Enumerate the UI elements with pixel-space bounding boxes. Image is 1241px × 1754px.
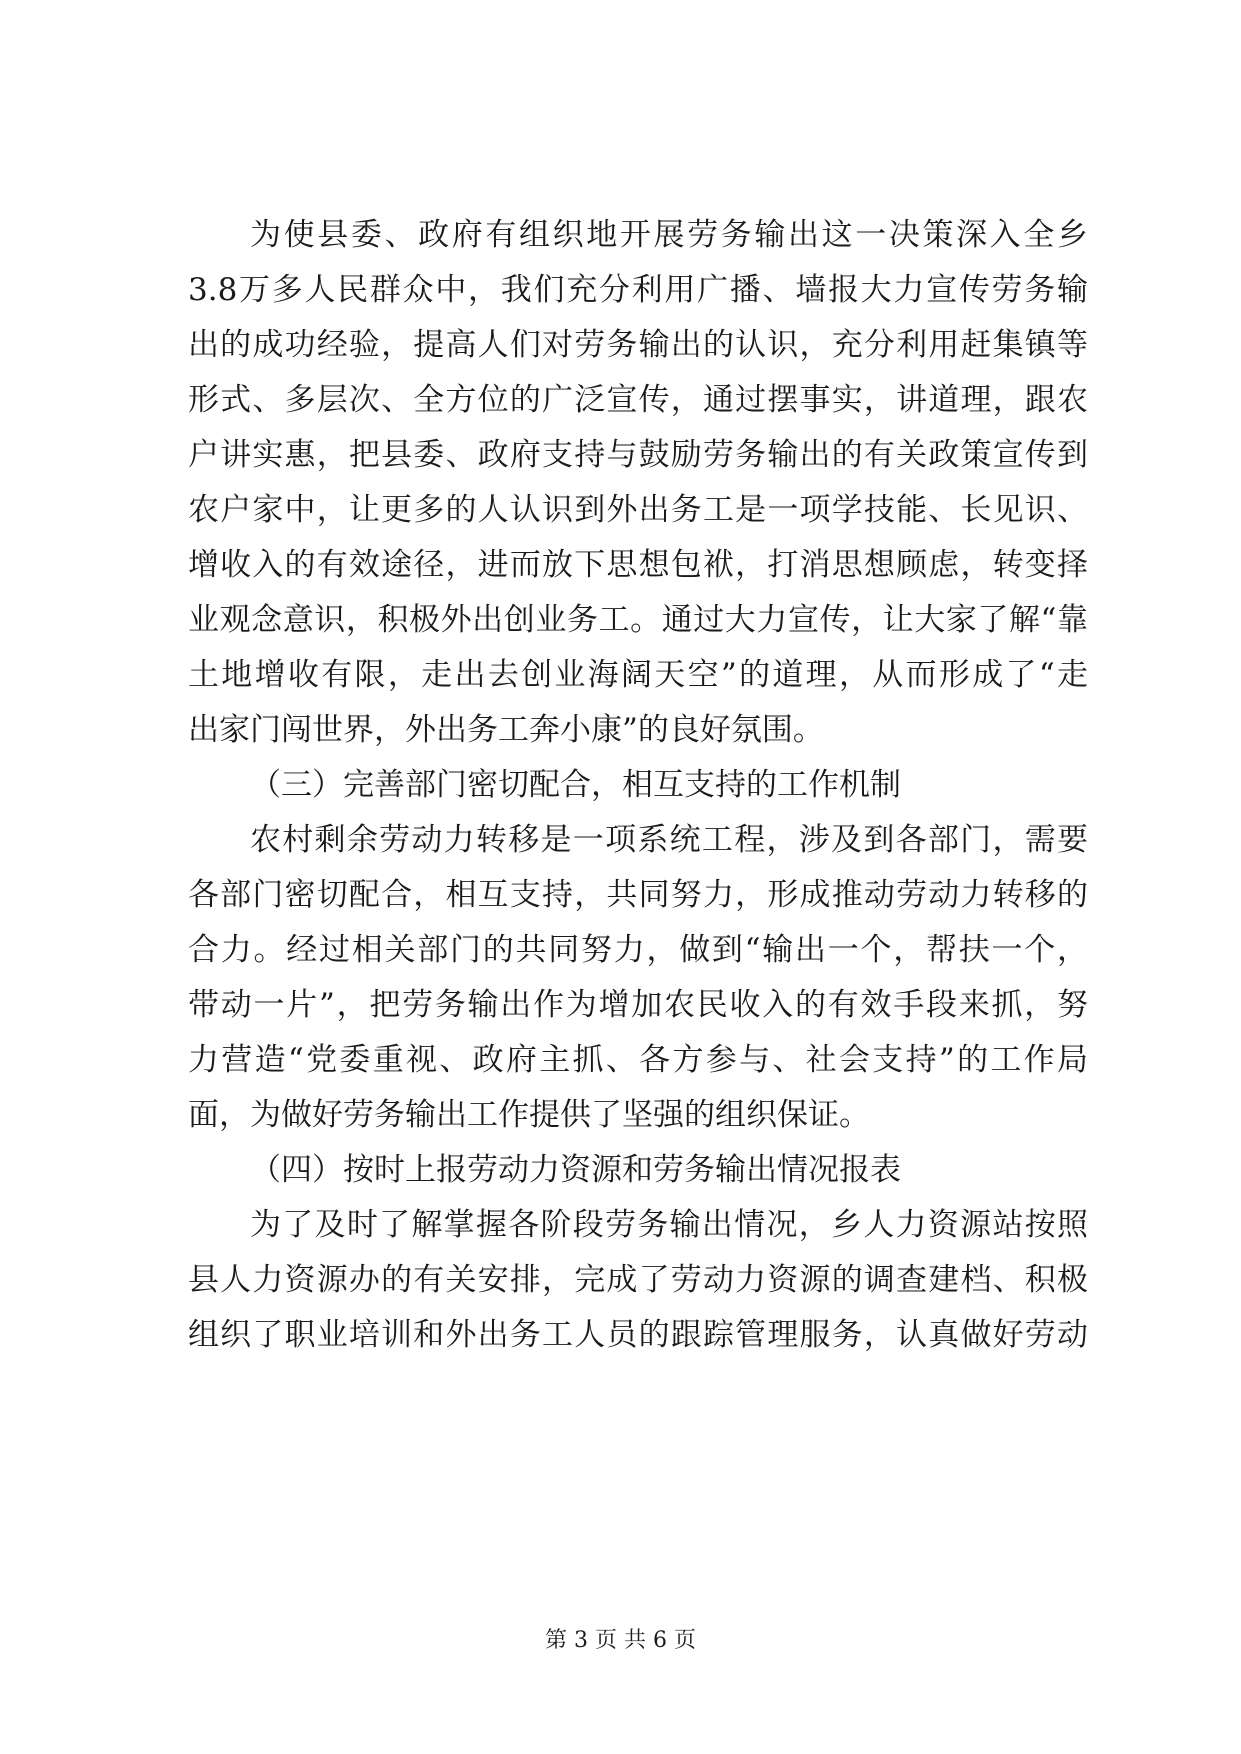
paragraph-line: 形式、多层次、全方位的广泛宣传，通过摆事实，讲道理，跟农 (188, 382, 1088, 418)
section-heading-3: （三）完善部门密切配合，相互支持的工作机制 (250, 767, 901, 803)
paragraph-line: 农户家中，让更多的人认识到外出务工是一项学技能、长见识、 (188, 492, 1088, 528)
paragraph-line: 各部门密切配合，相互支持，共同努力，形成推动劳动力转移的 (188, 877, 1088, 913)
paragraph-line: 户讲实惠，把县委、政府支持与鼓励劳务输出的有关政策宣传到 (188, 437, 1088, 473)
paragraph-line: 组织了职业培训和外出务工人员的跟踪管理服务，认真做好劳动 (188, 1317, 1088, 1353)
paragraph-line: 面，为做好劳务输出工作提供了坚强的组织保证。 (188, 1097, 870, 1133)
paragraph-line: 增收入的有效途径，进而放下思想包袱，打消思想顾虑，转变择 (188, 547, 1088, 583)
paragraph-line: 为了及时了解掌握各阶段劳务输出情况，乡人力资源站按照 (250, 1207, 1088, 1243)
paragraph-line: 土地增收有限，走出去创业海阔天空”的道理，从而形成了“走 (188, 657, 1088, 693)
paragraph-line: 出的成功经验，提高人们对劳务输出的认识，充分利用赶集镇等 (188, 327, 1088, 363)
paragraph-line: 带动一片”，把劳务输出作为增加农民收入的有效手段来抓，努 (188, 987, 1088, 1023)
paragraph-line: 力营造“党委重视、政府主抓、各方参与、社会支持”的工作局 (188, 1042, 1088, 1078)
paragraph-line: 为使县委、政府有组织地开展劳务输出这一决策深入全乡 (250, 217, 1088, 253)
paragraph-line: 农村剩余劳动力转移是一项系统工程，涉及到各部门，需要 (250, 822, 1088, 858)
paragraph-line: 3.8万多人民群众中，我们充分利用广播、墙报大力宣传劳务输 (188, 272, 1088, 308)
page-number-footer: 第 3 页 共 6 页 (545, 1628, 696, 1653)
paragraph-line: 合力。经过相关部门的共同努力，做到“输出一个，帮扶一个， (188, 932, 1088, 968)
paragraph-line: 县人力资源办的有关安排，完成了劳动力资源的调查建档、积极 (188, 1262, 1088, 1298)
paragraph-line: 业观念意识，积极外出创业务工。通过大力宣传，让大家了解“靠 (188, 602, 1088, 638)
section-heading-4: （四）按时上报劳动力资源和劳务输出情况报表 (250, 1152, 901, 1188)
paragraph-line: 出家门闯世界，外出务工奔小康”的良好氛围。 (188, 712, 824, 748)
